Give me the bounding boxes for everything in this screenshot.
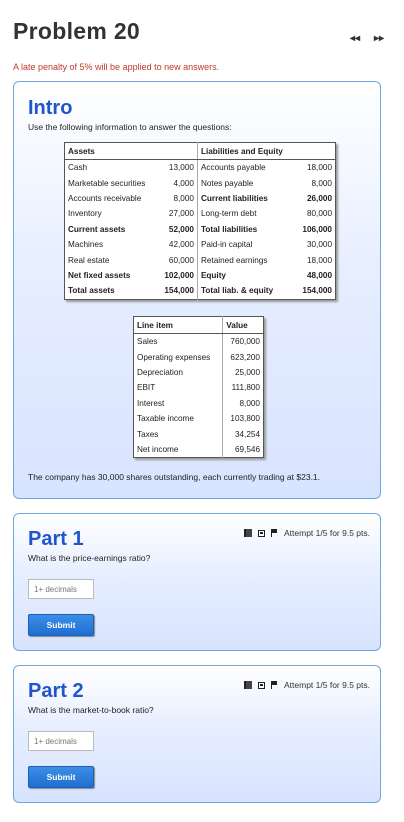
table-cell: 4,000 — [173, 178, 194, 188]
part-1-answer-input[interactable] — [28, 579, 94, 599]
table-cell: Sales — [137, 337, 158, 347]
table-cell: 13,000 — [168, 163, 194, 173]
save-icon[interactable] — [258, 682, 265, 689]
table-cell: 760,000 — [223, 334, 264, 350]
late-penalty-notice: A late penalty of 5% will be applied to new answers. — [13, 62, 220, 72]
part-1-question: What is the price-earnings ratio? — [28, 553, 151, 563]
table-row — [65, 237, 336, 252]
intro-footer: The company has 30,000 shares outstanding, each currently trading at $23.1. — [28, 472, 321, 482]
table-cell: 80,000 — [306, 209, 332, 219]
income-statement-table — [133, 316, 264, 458]
table-cell: 106,000 — [302, 224, 332, 234]
table-cell: Current assets — [68, 224, 126, 234]
table-cell: 154,000 — [302, 286, 332, 296]
table-cell: 52,000 — [168, 224, 194, 234]
table-row — [134, 365, 264, 380]
table-cell: Interest — [137, 398, 165, 408]
table-row — [134, 349, 264, 364]
table-cell: 8,000 — [311, 178, 332, 188]
part-2-question: What is the market-to-book ratio? — [28, 705, 154, 715]
table-cell: Depreciation — [137, 367, 183, 377]
table-cell: Equity — [197, 268, 295, 283]
part-1-submit-button[interactable]: Submit — [28, 614, 94, 636]
part-2-submit-button[interactable]: Submit — [28, 766, 94, 788]
table-cell: Cash — [68, 163, 88, 173]
part-2-heading: Part 2 — [28, 680, 84, 702]
table-cell: Net income — [137, 444, 179, 454]
page-title: Problem 20 — [13, 18, 140, 44]
book-icon[interactable] — [244, 529, 252, 537]
table-row — [65, 252, 336, 267]
table-header-cell: Assets — [65, 143, 158, 160]
table-header-cell: Value — [223, 317, 264, 334]
save-icon[interactable] — [258, 530, 265, 537]
flag-icon[interactable] — [271, 529, 278, 537]
table-cell: Long-term debt — [197, 206, 295, 221]
table-cell: 8,000 — [223, 396, 264, 411]
table-cell: 48,000 — [306, 270, 332, 280]
table-cell: 111,800 — [223, 380, 264, 395]
table-cell: 27,000 — [168, 209, 194, 219]
table-cell: Paid-in capital — [197, 237, 295, 252]
table-cell: Total liab. & equity — [197, 283, 295, 299]
next-problem-icon[interactable]: ▸▸ — [374, 33, 385, 44]
table-row — [134, 380, 264, 395]
table-row — [65, 175, 336, 190]
table-cell: 30,000 — [306, 240, 332, 250]
table-cell: Accounts payable — [197, 160, 295, 176]
table-cell: Real estate — [68, 255, 110, 265]
table-cell: 25,000 — [223, 365, 264, 380]
part-2-answer-input[interactable] — [28, 731, 94, 751]
table-cell: Machines — [68, 240, 104, 250]
part-1-attempt-bar — [244, 528, 370, 538]
book-icon[interactable] — [244, 681, 252, 689]
table-row — [65, 268, 336, 283]
table-cell: Total liabilities — [197, 222, 295, 237]
table-row — [65, 191, 336, 206]
table-cell: 60,000 — [168, 255, 194, 265]
table-cell: 69,546 — [223, 442, 264, 458]
table-cell: Marketable securities — [68, 178, 146, 188]
table-cell: 18,000 — [306, 255, 332, 265]
previous-problem-icon[interactable]: ◂◂ — [350, 33, 361, 44]
table-row — [65, 283, 336, 299]
balance-sheet-table — [64, 142, 336, 300]
table-cell: Inventory — [68, 209, 102, 219]
table-row — [65, 206, 336, 221]
table-header-row — [65, 143, 336, 160]
table-cell: Taxes — [137, 429, 159, 439]
part-2-attempt-text: Attempt 1/5 for 9.5 pts. — [284, 680, 370, 690]
table-cell: 8,000 — [173, 193, 194, 203]
part-2-panel — [13, 665, 381, 803]
table-cell: Net fixed assets — [68, 270, 131, 280]
table-row — [134, 396, 264, 411]
table-cell: 26,000 — [306, 193, 332, 203]
intro-panel — [13, 81, 381, 499]
table-header-row — [134, 317, 264, 334]
table-cell: Current liabilities — [197, 191, 295, 206]
table-cell: 34,254 — [223, 426, 264, 441]
part-1-panel — [13, 513, 381, 651]
table-cell: 154,000 — [164, 286, 194, 296]
table-cell: 18,000 — [306, 163, 332, 173]
intro-instruction: Use the following information to answer the questions: — [28, 122, 232, 132]
table-cell: 42,000 — [168, 240, 194, 250]
table-row — [134, 411, 264, 426]
flag-icon[interactable] — [271, 681, 278, 689]
table-cell: Accounts receivable — [68, 193, 142, 203]
table-cell: Operating expenses — [137, 352, 211, 362]
table-cell: Retained earnings — [197, 252, 295, 267]
table-row — [65, 160, 336, 176]
intro-heading: Intro — [28, 97, 73, 119]
table-row — [134, 442, 264, 458]
table-header-cell — [295, 143, 335, 160]
table-header-cell: Line item — [134, 317, 223, 334]
table-cell: EBIT — [137, 383, 156, 393]
part-1-heading: Part 1 — [28, 528, 84, 550]
table-row — [134, 426, 264, 441]
table-header-cell: Liabilities and Equity — [197, 143, 295, 160]
table-cell: 103,800 — [223, 411, 264, 426]
part-2-attempt-bar — [244, 680, 370, 690]
table-cell: 623,200 — [223, 349, 264, 364]
part-1-attempt-text: Attempt 1/5 for 9.5 pts. — [284, 528, 370, 538]
table-cell: 102,000 — [164, 270, 194, 280]
table-cell: Total assets — [68, 286, 115, 296]
table-row — [65, 222, 336, 237]
table-row — [134, 334, 264, 350]
table-header-cell — [157, 143, 197, 160]
table-cell: Taxable income — [137, 414, 194, 424]
table-cell: Notes payable — [197, 175, 295, 190]
